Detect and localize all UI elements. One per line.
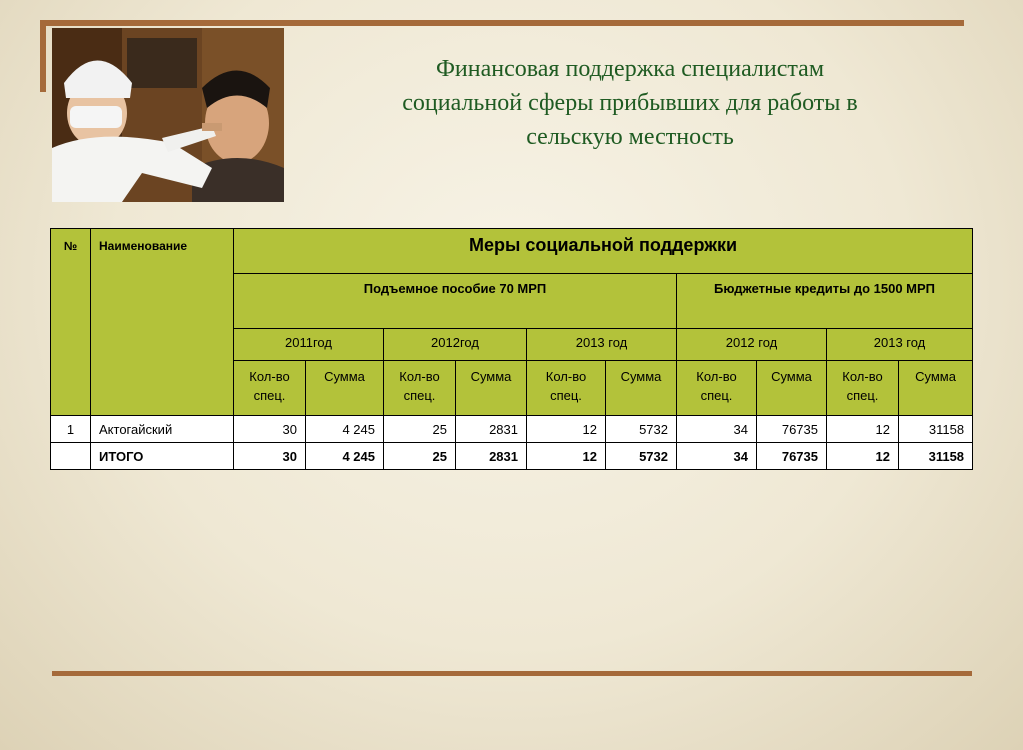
total-value: 31158 bbox=[899, 443, 973, 470]
header-year: 2013 год bbox=[827, 329, 973, 361]
header-sum: Сумма bbox=[757, 361, 827, 416]
title-line-3: сельскую местность bbox=[526, 124, 734, 150]
page-title bbox=[300, 52, 960, 154]
cell-value: 31158 bbox=[899, 416, 973, 443]
support-measures-table bbox=[50, 228, 973, 470]
total-value: 25 bbox=[384, 443, 456, 470]
title-line-1: Финансовая поддержка специалистам bbox=[435, 56, 825, 82]
header-year: 2012год bbox=[384, 329, 527, 361]
total-value: 30 bbox=[234, 443, 306, 470]
header-number: № bbox=[51, 229, 91, 416]
header-group-lifting-allowance: Подъемное пособие 70 МРП bbox=[234, 274, 677, 329]
header-count: Кол-во спец. bbox=[234, 361, 306, 416]
header-count: Кол-во спец. bbox=[827, 361, 899, 416]
cell-value: 25 bbox=[384, 416, 456, 443]
total-value: 5732 bbox=[606, 443, 677, 470]
total-value: 34 bbox=[677, 443, 757, 470]
total-value: 2831 bbox=[456, 443, 527, 470]
total-value: 4 245 bbox=[306, 443, 384, 470]
header-count: Кол-во спец. bbox=[677, 361, 757, 416]
header-measures: Меры социальной поддержки bbox=[234, 229, 973, 274]
table-row bbox=[51, 416, 973, 443]
title-line-2: социальной сферы прибывших для работы в bbox=[402, 90, 858, 116]
total-label: ИТОГО bbox=[91, 443, 234, 470]
total-value: 76735 bbox=[757, 443, 827, 470]
cell-value: 76735 bbox=[757, 416, 827, 443]
cell-value: 12 bbox=[527, 416, 606, 443]
header-count: Кол-во спец. bbox=[527, 361, 606, 416]
header-year: 2013 год bbox=[527, 329, 677, 361]
header-sum: Сумма bbox=[306, 361, 384, 416]
bottom-decorative-rule bbox=[52, 671, 972, 676]
cell-value: 30 bbox=[234, 416, 306, 443]
left-decorative-rule bbox=[40, 20, 46, 92]
cell-value: 2831 bbox=[456, 416, 527, 443]
cell-value: 12 bbox=[827, 416, 899, 443]
doctor-examining-patient-photo bbox=[52, 28, 284, 202]
header-sum: Сумма bbox=[456, 361, 527, 416]
total-value: 12 bbox=[827, 443, 899, 470]
total-number-empty bbox=[51, 443, 91, 470]
header-sum: Сумма bbox=[606, 361, 677, 416]
header-group-budget-credits: Бюджетные кредиты до 1500 МРП bbox=[677, 274, 973, 329]
total-value: 12 bbox=[527, 443, 606, 470]
header-count: Кол-во спец. bbox=[384, 361, 456, 416]
table-total-row bbox=[51, 443, 973, 470]
header-name: Наименование bbox=[91, 229, 234, 416]
cell-value: 34 bbox=[677, 416, 757, 443]
header-sum: Сумма bbox=[899, 361, 973, 416]
row-name: Актогайский bbox=[91, 416, 234, 443]
cell-value: 5732 bbox=[606, 416, 677, 443]
table-header-row bbox=[51, 229, 973, 274]
header-year: 2012 год bbox=[677, 329, 827, 361]
top-decorative-rule bbox=[40, 20, 964, 26]
row-number: 1 bbox=[51, 416, 91, 443]
header-year: 2011год bbox=[234, 329, 384, 361]
cell-value: 4 245 bbox=[306, 416, 384, 443]
